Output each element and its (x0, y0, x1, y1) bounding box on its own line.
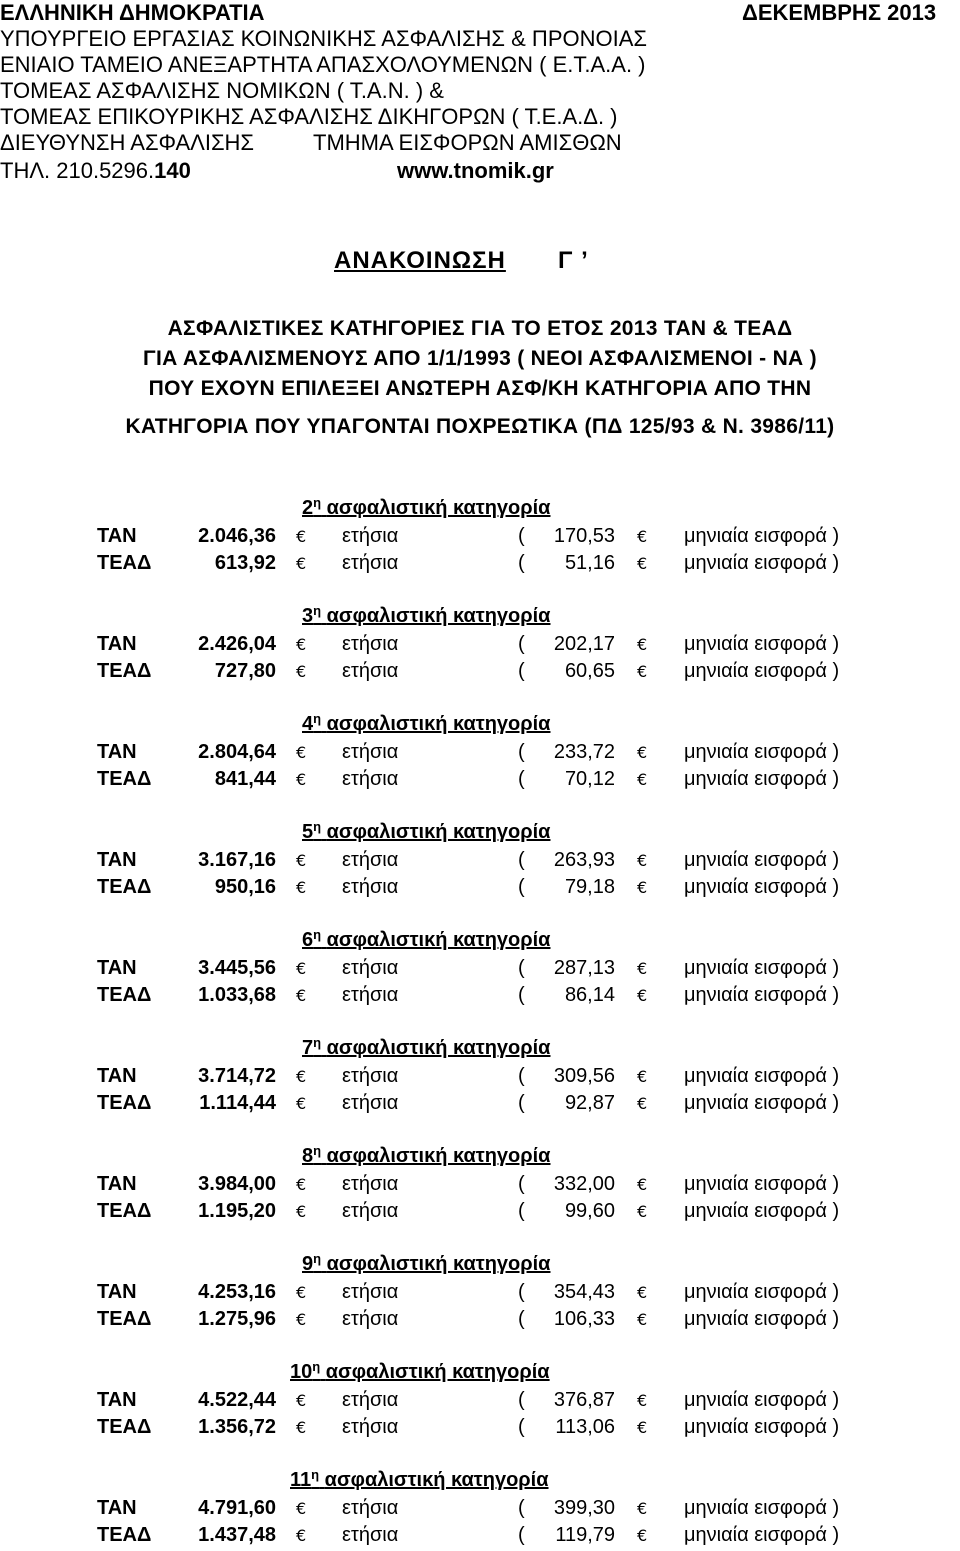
open-paren: ( (518, 1065, 525, 1087)
euro-symbol: € (637, 1418, 648, 1437)
euro-symbol: € (637, 1094, 648, 1113)
subtitle-line: ΑΣΦΑΛΙΣΤΙΚΕΣ ΚΑΤΗΓΟΡΙΕΣ ΓΙΑ ΤΟ ΕΤΟΣ 2013 ΤΑΝ & ΤΕΑΔ (167, 317, 793, 340)
header-line-1 (0, 0, 937, 26)
category-heading (302, 1144, 550, 1170)
monthly-label: μηνιαία εισφορά ) (684, 741, 840, 763)
annual-amount: 2.804,64 (198, 741, 276, 763)
annual-label: ετήσια (342, 1497, 399, 1519)
annual-label: ετήσια (342, 957, 399, 979)
contribution-row (0, 1495, 960, 1521)
monthly-amount: 106,33 (553, 1308, 615, 1330)
euro-symbol: € (296, 770, 307, 789)
annual-label: ετήσια (342, 525, 399, 547)
monthly-amount: 202,17 (553, 633, 615, 655)
euro-symbol: € (637, 770, 648, 789)
category-heading (302, 1252, 550, 1278)
euro-symbol: € (637, 959, 648, 978)
euro-symbol: € (296, 959, 307, 978)
ordinal-suffix: η (313, 927, 322, 942)
annual-amount: 1.114,44 (199, 1092, 276, 1114)
euro-symbol: € (637, 743, 648, 762)
annual-amount: 950,16 (214, 876, 276, 898)
header-line-7 (0, 158, 554, 184)
open-paren: ( (518, 741, 525, 763)
euro-symbol: € (296, 851, 307, 870)
annual-label: ετήσια (342, 849, 399, 871)
contribution-row (0, 1306, 960, 1332)
euro-symbol: € (637, 986, 648, 1005)
category-number: 6 (302, 929, 314, 951)
monthly-label: μηνιαία εισφορά ) (684, 768, 840, 790)
category-label: ασφαλιστική κατηγορία (326, 1253, 551, 1275)
annual-amount: 4.791,60 (198, 1497, 276, 1519)
category-heading (290, 1360, 550, 1386)
annual-amount: 1.275,96 (198, 1308, 276, 1330)
monthly-label: μηνιαία εισφορά ) (684, 1065, 840, 1087)
monthly-amount: 113,06 (555, 1416, 615, 1438)
monthly-amount: 287,13 (553, 957, 615, 979)
category-label: ασφαλιστική κατηγορία (326, 1145, 551, 1167)
category-label: ασφαλιστική κατηγορία (326, 713, 551, 735)
monthly-label: μηνιαία εισφορά ) (684, 1092, 840, 1114)
monthly-amount: 99,60 (564, 1200, 615, 1222)
subtitle-line: ΚΑΤΗΓΟΡΙΑ ΠΟΥ ΥΠΑΓΟΝΤΑΙ ΠΟΧΡΕΩΤΙΚΑ (ΠΔ 125/93 & Ν. 3986/11) (125, 415, 835, 438)
annual-amount: 2.046,36 (198, 525, 276, 547)
category-label: ασφαλιστική κατηγορία (325, 1361, 550, 1383)
monthly-label: μηνιαία εισφορά ) (684, 876, 840, 898)
annual-amount: 3.167,16 (198, 849, 276, 871)
sector-lawyers: ΤΟΜΕΑΣ ΑΣΦΑΛΙΣΗΣ ΝΟΜΙΚΩΝ ( Τ.Α.Ν. ) & (0, 78, 444, 103)
monthly-amount: 233,72 (553, 741, 615, 763)
monthly-amount: 86,14 (564, 984, 615, 1006)
fund-name: ΕΝΙΑΙΟ ΤΑΜΕΙΟ ΑΝΕΞΑΡΤΗΤΑ ΑΠΑΣΧΟΛΟΥΜΕΝΩΝ ( Ε.Τ.Α.Α. ) (0, 52, 646, 77)
phone-number: ΤΗΛ. 210.5296.140 (0, 158, 191, 183)
open-paren: ( (518, 1200, 525, 1222)
monthly-amount: 119,79 (555, 1524, 615, 1546)
monthly-amount: 376,87 (553, 1389, 615, 1411)
annual-label: ετήσια (342, 552, 399, 574)
category-number: 8 (302, 1145, 314, 1167)
annual-amount: 841,44 (214, 768, 276, 790)
contribution-row (0, 1171, 960, 1197)
open-paren: ( (518, 957, 525, 979)
category-label: ασφαλιστική κατηγορία (324, 1469, 549, 1491)
ordinal-suffix: η (313, 495, 322, 510)
euro-symbol: € (296, 1202, 307, 1221)
country-name: ΕΛΛΗΝΙΚΗ ΔΗΜΟΚΡΑΤΙΑ (0, 0, 265, 25)
contribution-row (0, 874, 960, 900)
category-heading (302, 928, 550, 954)
euro-symbol: € (637, 1202, 648, 1221)
annual-label: ετήσια (342, 1524, 399, 1546)
euro-symbol: € (296, 743, 307, 762)
open-paren: ( (518, 633, 525, 655)
contribution-row (0, 523, 960, 549)
subtitle-line: ΓΙΑ ΑΣΦΑΛΙΣΜΕΝΟΥΣ ΑΠΟ 1/1/1993 ( ΝΕΟΙ ΑΣΦΑΛΙΣΜΕΝΟΙ - ΝΑ ) (143, 347, 817, 370)
header-line-6 (0, 130, 622, 156)
euro-symbol: € (637, 554, 648, 573)
open-paren: ( (518, 1173, 525, 1195)
monthly-label: μηνιαία εισφορά ) (684, 1524, 840, 1546)
fund-label: ΤΕΑΔ (97, 660, 152, 682)
announcement-title: ΑΝΑΚΟΙΝΩΣΗ Γ ’ (334, 247, 589, 274)
fund-label: ΤΑΝ (97, 1389, 137, 1411)
category-label: ασφαλιστική κατηγορία (326, 821, 551, 843)
open-paren: ( (518, 1497, 525, 1519)
category-label: ασφαλιστική κατηγορία (326, 1037, 551, 1059)
category-label: ασφαλιστική κατηγορία (326, 929, 551, 951)
monthly-label: μηνιαία εισφορά ) (684, 1416, 840, 1438)
monthly-label: μηνιαία εισφορά ) (684, 525, 840, 547)
annual-amount: 1.356,72 (198, 1416, 276, 1438)
annual-amount: 1.437,48 (198, 1524, 276, 1546)
open-paren: ( (518, 1092, 525, 1114)
open-paren: ( (518, 876, 525, 898)
fund-label: ΤΕΑΔ (97, 984, 152, 1006)
monthly-amount: 354,43 (553, 1281, 615, 1303)
open-paren: ( (518, 1389, 525, 1411)
fund-label: ΤΕΑΔ (97, 1092, 152, 1114)
monthly-amount: 332,00 (553, 1173, 615, 1195)
category-number: 3 (302, 605, 314, 627)
category-number: 2 (302, 497, 314, 519)
euro-symbol: € (296, 1418, 307, 1437)
monthly-amount: 70,12 (564, 768, 615, 790)
category-label: ασφαλιστική κατηγορία (326, 497, 551, 519)
fund-label: ΤΕΑΔ (97, 1308, 152, 1330)
contribution-row (0, 766, 960, 792)
euro-symbol: € (637, 851, 648, 870)
euro-symbol: € (637, 635, 648, 654)
annual-label: ετήσια (342, 1416, 399, 1438)
monthly-amount: 263,93 (553, 849, 615, 871)
fund-label: ΤΑΝ (97, 633, 137, 655)
euro-symbol: € (296, 986, 307, 1005)
ordinal-suffix: η (313, 1251, 322, 1266)
annual-amount: 1.033,68 (198, 984, 276, 1006)
annual-amount: 727,80 (214, 660, 276, 682)
open-paren: ( (518, 849, 525, 871)
contribution-row (0, 982, 960, 1008)
euro-symbol: € (637, 1310, 648, 1329)
monthly-label: μηνιαία εισφορά ) (684, 849, 840, 871)
fund-label: ΤΕΑΔ (97, 1200, 152, 1222)
monthly-label: μηνιαία εισφορά ) (684, 633, 840, 655)
category-heading (302, 496, 550, 522)
euro-symbol: € (296, 662, 307, 681)
monthly-amount: 92,87 (564, 1092, 615, 1114)
open-paren: ( (518, 660, 525, 682)
monthly-label: μηνιαία εισφορά ) (684, 1308, 840, 1330)
directorate-name: ΔΙΕΥΘΥΝΣΗ ΑΣΦΑΛΙΣΗΣ (0, 130, 255, 155)
document-date: ΔΕΚΕΜΒΡΗΣ 2013 (742, 0, 937, 25)
annual-label: ετήσια (342, 1308, 399, 1330)
category-heading (302, 820, 550, 846)
annual-label: ετήσια (342, 1173, 399, 1195)
open-paren: ( (518, 525, 525, 547)
euro-symbol: € (637, 1175, 648, 1194)
euro-symbol: € (296, 878, 307, 897)
monthly-label: μηνιαία εισφορά ) (684, 1173, 840, 1195)
monthly-label: μηνιαία εισφορά ) (684, 552, 840, 574)
euro-symbol: € (296, 527, 307, 546)
ordinal-suffix: η (313, 603, 322, 618)
euro-symbol: € (296, 554, 307, 573)
euro-symbol: € (637, 1391, 648, 1410)
monthly-label: μηνιαία εισφορά ) (684, 984, 840, 1006)
contribution-row (0, 1279, 960, 1305)
contribution-row (0, 1198, 960, 1224)
annual-label: ετήσια (342, 660, 399, 682)
monthly-label: μηνιαία εισφορά ) (684, 1200, 840, 1222)
annual-amount: 1.195,20 (198, 1200, 276, 1222)
open-paren: ( (518, 1416, 525, 1438)
euro-symbol: € (637, 527, 648, 546)
category-heading (290, 1468, 549, 1494)
fund-label: ΤΑΝ (97, 525, 137, 547)
subtitle-line: ΠΟΥ ΕΧΟΥΝ ΕΠΙΛΕΞΕΙ ΑΝΩΤΕΡΗ ΑΣΦ/ΚΗ ΚΑΤΗΓΟΡΙΑ ΑΠΟ ΤΗΝ (148, 377, 812, 400)
euro-symbol: € (637, 662, 648, 681)
announcement-number: Γ ’ (558, 247, 589, 274)
category-number: 9 (302, 1253, 314, 1275)
ordinal-suffix: η (313, 1143, 322, 1158)
fund-label: ΤΕΑΔ (97, 552, 152, 574)
category-number: 11 (290, 1469, 312, 1491)
annual-label: ετήσια (342, 876, 399, 898)
ministry-name: ΥΠΟΥΡΓΕΙΟ ΕΡΓΑΣΙΑΣ ΚΟΙΝΩΝΙΚΗΣ ΑΣΦΑΛΙΣΗΣ & ΠΡΟΝΟΙΑΣ (0, 26, 647, 51)
annual-label: ετήσια (342, 1065, 399, 1087)
monthly-label: μηνιαία εισφορά ) (684, 1497, 840, 1519)
contribution-row (0, 1522, 960, 1548)
euro-symbol: € (296, 1391, 307, 1410)
open-paren: ( (518, 984, 525, 1006)
department-name: ΤΜΗΜΑ ΕΙΣΦΟΡΩΝ ΑΜΙΣΘΩΝ (313, 130, 622, 155)
ordinal-suffix: η (313, 711, 322, 726)
annual-label: ετήσια (342, 1281, 399, 1303)
contribution-row (0, 1414, 960, 1440)
monthly-amount: 60,65 (564, 660, 615, 682)
contribution-row (0, 1387, 960, 1413)
sector-supplementary: ΤΟΜΕΑΣ ΕΠΙΚΟΥΡΙΚΗΣ ΑΣΦΑΛΙΣΗΣ ΔΙΚΗΓΟΡΩΝ ( Τ.Ε.Α.Δ. ) (0, 104, 618, 129)
contribution-row (0, 631, 960, 657)
category-heading (302, 604, 550, 630)
open-paren: ( (518, 768, 525, 790)
annual-label: ετήσια (342, 1200, 399, 1222)
ordinal-suffix: η (312, 1359, 321, 1374)
euro-symbol: € (637, 878, 648, 897)
category-number: 5 (302, 821, 314, 843)
annual-label: ετήσια (342, 1389, 399, 1411)
ordinal-suffix: η (311, 1467, 320, 1482)
annual-label: ετήσια (342, 768, 399, 790)
category-label: ασφαλιστική κατηγορία (326, 605, 551, 627)
monthly-label: μηνιαία εισφορά ) (684, 1281, 840, 1303)
category-heading (302, 1036, 550, 1062)
annual-amount: 4.253,16 (198, 1281, 276, 1303)
fund-label: ΤΑΝ (97, 849, 137, 871)
website-link[interactable]: www.tnomik.gr (397, 158, 554, 183)
category-number: 10 (290, 1361, 313, 1383)
monthly-amount: 170,53 (553, 525, 615, 547)
annual-amount: 3.984,00 (198, 1173, 276, 1195)
euro-symbol: € (637, 1067, 648, 1086)
category-number: 7 (302, 1037, 314, 1059)
fund-label: ΤΕΑΔ (97, 1524, 152, 1546)
contribution-row (0, 1063, 960, 1089)
annual-label: ετήσια (342, 633, 399, 655)
monthly-label: μηνιαία εισφορά ) (684, 957, 840, 979)
contribution-row (0, 955, 960, 981)
category-number: 4 (302, 713, 314, 735)
monthly-amount: 51,16 (564, 552, 615, 574)
contribution-row (0, 658, 960, 684)
fund-label: ΤΑΝ (97, 1281, 137, 1303)
euro-symbol: € (637, 1283, 648, 1302)
contribution-row (0, 550, 960, 576)
annual-label: ετήσια (342, 1092, 399, 1114)
euro-symbol: € (296, 1499, 307, 1518)
monthly-amount: 79,18 (564, 876, 615, 898)
euro-symbol: € (296, 635, 307, 654)
annual-amount: 2.426,04 (198, 633, 276, 655)
fund-label: ΤΑΝ (97, 1065, 137, 1087)
annual-label: ετήσια (342, 741, 399, 763)
euro-symbol: € (296, 1283, 307, 1302)
fund-label: ΤΕΑΔ (97, 876, 152, 898)
annual-amount: 613,92 (214, 552, 276, 574)
monthly-amount: 399,30 (553, 1497, 615, 1519)
euro-symbol: € (296, 1067, 307, 1086)
monthly-amount: 309,56 (553, 1065, 615, 1087)
ordinal-suffix: η (313, 819, 322, 834)
fund-label: ΤΑΝ (97, 741, 137, 763)
open-paren: ( (518, 1308, 525, 1330)
contribution-row (0, 847, 960, 873)
open-paren: ( (518, 1524, 525, 1546)
annual-label: ετήσια (342, 984, 399, 1006)
open-paren: ( (518, 1281, 525, 1303)
fund-label: ΤΕΑΔ (97, 768, 152, 790)
monthly-label: μηνιαία εισφορά ) (684, 660, 840, 682)
ordinal-suffix: η (313, 1035, 322, 1050)
annual-amount: 3.445,56 (198, 957, 276, 979)
category-heading (302, 712, 550, 738)
euro-symbol: € (296, 1526, 307, 1545)
euro-symbol: € (296, 1094, 307, 1113)
euro-symbol: € (637, 1526, 648, 1545)
euro-symbol: € (296, 1175, 307, 1194)
fund-label: ΤΑΝ (97, 957, 137, 979)
fund-label: ΤΑΝ (97, 1497, 137, 1519)
fund-label: ΤΕΑΔ (97, 1416, 152, 1438)
open-paren: ( (518, 552, 525, 574)
contribution-row (0, 1090, 960, 1116)
annual-amount: 4.522,44 (198, 1389, 276, 1411)
contribution-row (0, 739, 960, 765)
euro-symbol: € (637, 1499, 648, 1518)
euro-symbol: € (296, 1310, 307, 1329)
fund-label: ΤΑΝ (97, 1173, 137, 1195)
annual-amount: 3.714,72 (198, 1065, 276, 1087)
monthly-label: μηνιαία εισφορά ) (684, 1389, 840, 1411)
